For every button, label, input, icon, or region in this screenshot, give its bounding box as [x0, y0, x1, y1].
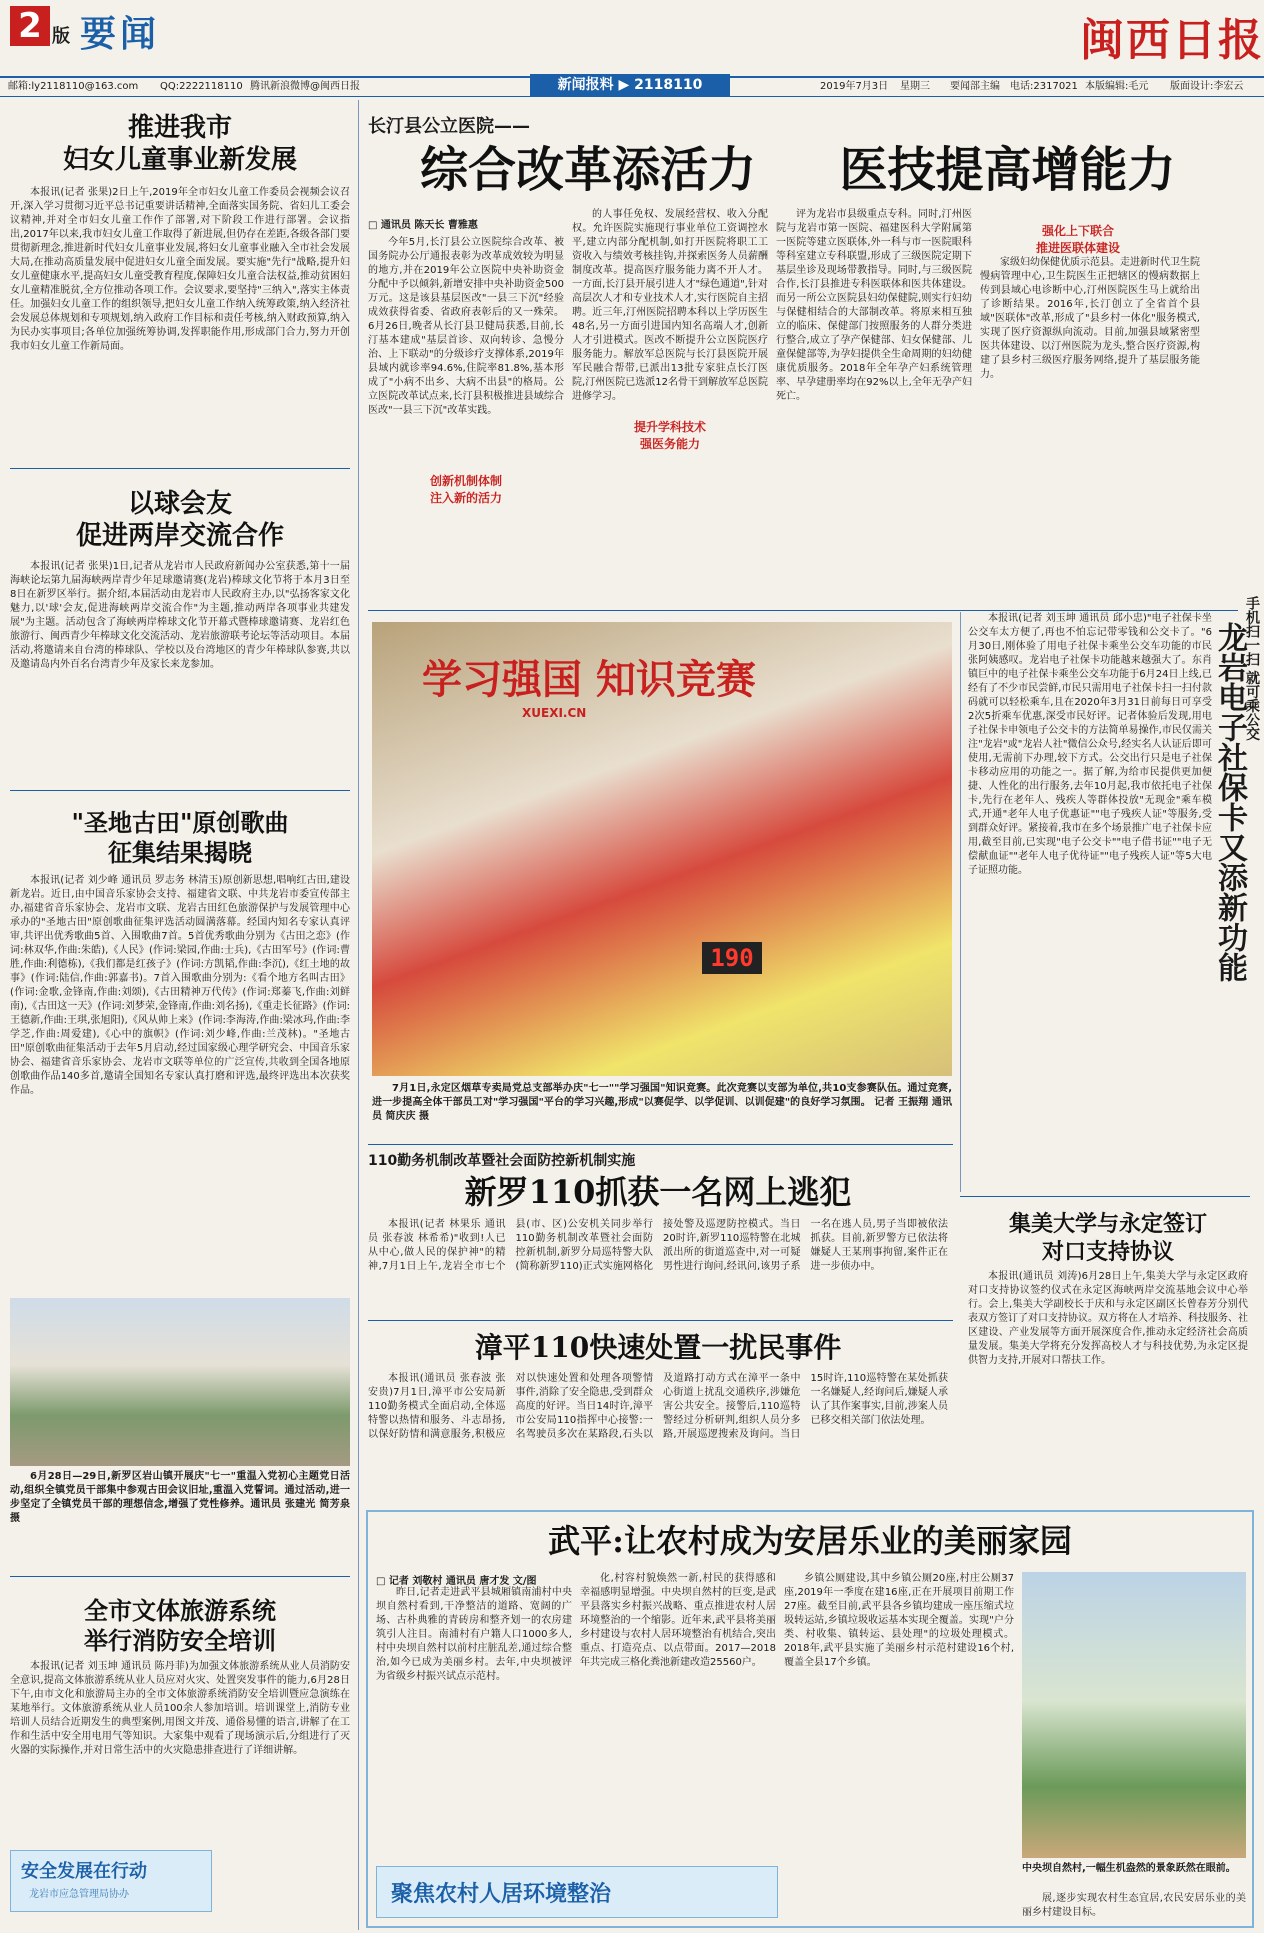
wechat: 腾讯新浪微博@闽西日报: [250, 81, 360, 92]
song-headline: [10, 808, 350, 868]
changting-col3: 评为龙岩市县级重点专科。同时,汀州医院与龙岩市第一医院、福建医科大学附属第一医院等建立医联体,外一科与市一医院眼科等科室建立专科联盟,形成了三级医院定期下基层坐诊及现场带教指导。同时,与三级医院合作,长汀县推进专科医联体和医共体建设。而另一所公立医院县妇幼保健院,则实行妇幼与保健相结合的大部制改革。将原来相互独立的临床、保健部门按照服务的人群分类进行整合,成立了孕产保健部、妇女保健部、儿童保健部等,为孕妇提供全生命周期的妇幼健康优质服务。2018年全年孕产妇系统管理率、早孕建册率均在92%以上,全年无孕产妇死亡。: [776, 209, 972, 402]
page-number: 2: [10, 6, 50, 46]
jimei-headline: [968, 1210, 1248, 1266]
qq: QQ:2222118110: [160, 81, 243, 92]
women-body: 本报讯(记者 张果)2日上午,2019年全市妇女儿童工作委员会视频会议召开,深入学习贯彻习近平总书记重要讲话精神,全面落实国务院、省妇儿工委会议精神,并对全市妇女儿童工作作了部署,对下阶段工作进行部署。会议指出,2017年以来,我市妇女儿童工作取得了新进展,但仍存在差距,各级各部门要贯彻新理念,推进新时代妇女儿童事业发展,将妇女儿童事业融入全市社会发展大局,在推动高质量发展中促进妇女儿童全面发展。要实施"先行"战略,提升妇女儿童健康水平,提高妇女儿童受教育程度,保障妇女儿童合法权益,推动贫困妇女儿童精准脱贫,全方位推动各项工作。会议要求,要坚持"三纳入",落实主体责任。加强妇女儿童工作的组织领导,把妇女儿童工作纳入统筹政策,纳入经济社会发展总体规划和专项规划,纳入政府工作目标和责任考核,纳入财政预算,纳入为民办实事项目;各单位加强统筹协调,发挥职能作用,形成部门合力,努力开创我市妇女儿童工作新局面。: [10, 187, 350, 352]
ball-headline: [10, 488, 350, 552]
wuping-village-photo: [1022, 1572, 1246, 1858]
safety-banner: [10, 1850, 212, 1912]
changting-sub1: 创新机制体制 注入新的活力: [429, 474, 502, 505]
weekday: 星期三: [900, 81, 930, 92]
zhangping-headline: 漳平110快速处置一扰民事件: [474, 1331, 842, 1364]
ball-body: 本报讯(记者 张果)1日,记者从龙岩市人民政府新闻办公室获悉,第十一届海峡论坛第九届海峡两岸青少年足球邀请赛(龙岩)棒球文化节将于本月3日至8日在新罗区举行。据介绍,本届活动由龙岩市人民政府主办,以"弘扬客家文化魅力,以'球'会友,促进海峡两岸交流合作"为主题,推动两岸各项事业共建发展"为主题。活动包含了海峡两岸棒球文化节开幕式暨棒球邀请赛、龙岩红色旅游行、闽西青少年棒球文化交流活动、龙岩旅游联考论坛等活动项目。本届活动,将邀请来自台湾的棒球队、学校以及台湾地区的青少年棒球队参赛,共以及邀请岛内外百名台湾青少年及家长来龙参加。: [10, 561, 350, 670]
wuping-col1: 昨日,记者走进武平县城厢镇南浦村中央坝自然村看到,干净整洁的道路、宽阔的广场、古朴典雅的青砖房和整齐划一的农房建筑引人注目。南浦村有户籍人口1000多人,村中央坝自然村以前村庄脏乱差,通过综合整治,如今已成为美丽乡村。去年,中央坝被评为省级乡村振兴试点示范村。: [376, 1587, 572, 1682]
divider: [368, 1320, 953, 1321]
xinluo-body: 本报讯(记者 林果乐 通讯员 张春波 林希希)"收到!人已从中心,做人民的保护神"的精神,7月1日上午,龙岩全市七个县(市、区)公安机关同步举行110勤务机制改革暨社会面防控新机制,新罗分局巡特警大队(简称新罗110)正式实施网格化接处警及巡逻防控模式。当日20时许,新罗110巡特警在北城派出所的街道巡查中,对一可疑男性进行询问,经讯问,该男子系一名在逃人员,男子当即被依法抓获。目前,新罗警方已依法将嫌疑人王某刑事拘留,案件正在进一步侦办中。: [368, 1219, 948, 1272]
contest-scoreboard: 190: [702, 942, 762, 974]
changting-title-part1: 综合改革添活力: [420, 142, 757, 198]
changting-headline: [420, 140, 1220, 200]
divider: [10, 1576, 350, 1577]
rural-banner-title: 聚焦农村人居环境整治: [391, 1882, 612, 1907]
changting-col1: 今年5月,长汀县公立医院综合改革、被国务院办公厅通报表彰为改革成效较为明显的地方,并在2019年公立医院中央补助资金分配中予以倾斜,新增安排中央补助资金500万元。这是该县基层医改"一县三下沉"经验成效获得省委、省政府表彰后的又一殊荣。6月26日,晚者从长汀县卫健局获悉,目前,长汀基本建成"基层首诊、双向转诊、急慢分治、上下联动"的分级诊疗支撑体系,2019年县域内就诊率94.6%,住院率81.8%,基本形成了"小病不出乡、大病不出县"的格局。公立医院改革试点来,长汀县积极推进县域综合医改"一县三下沉"改革实践。: [368, 237, 564, 416]
xinluo-headline: 新罗110抓获一名网上逃犯: [464, 1173, 852, 1211]
duty: 本版编辑:毛元: [1085, 81, 1149, 92]
fire-headline: [10, 1596, 350, 1656]
design: 版面设计:李宏云: [1170, 81, 1244, 92]
wuping-headline: 武平:让农村成为安居乐业的美丽家园: [548, 1522, 1072, 1560]
jimei-title-line2: 对口支持协议: [1041, 1239, 1174, 1265]
women-title-line1: 推进我市: [127, 113, 232, 143]
changting-title-part2: 医技提高增能力: [839, 142, 1176, 198]
song-title-line2: 征集结果揭晓: [108, 838, 252, 867]
changting-byline: □ 通讯员 陈天长 曹雅惠: [368, 220, 478, 231]
wuping-col3: 乡镇公厕建设,其中乡镇公厕20座,村庄公厕37座,2019年一季度在建16座,正在开展项目前期工作27座。截至目前,武平县各乡镇均建成一座压缩式垃圾转运站,乡镇垃圾收运基本实现全覆盖。实现"户分类、村收集、镇转运、县处理"的垃圾处理模式。2018年,武平县实施了美丽乡村示范村建设16个村,覆盖全县17个乡镇。: [784, 1573, 1014, 1668]
wuping-byline: □ 记者 刘敬村 通讯员 唐才发 文/图: [376, 1576, 537, 1587]
changting-col1b: [368, 506, 564, 602]
contest-caption: 7月1日,永定区烟草专卖局党总支部举办庆"七一""学习强国"知识竞赛。此次竞赛以支部为单位,共10支参赛队伍。通过竞赛,进一步提高全体干部员工对"学习强国"平台的学习兴趣,形成"以赛促学、以学促训、以训促建"的良好学习氛围。 记者 王振翔 通讯员 简庆庆 摄: [372, 1083, 952, 1122]
zhangping-body: 本报讯(通讯员 张春波 张安贵)7月1日,漳平市公安局新110勤务模式全面启动,全体巡特警以热情和服务、斗志昂扬,以保好防情和满意服务,积极应对以快速处置和处理各项警情事件,消除了安全隐患,受到群众高度的好评。当日14时许,漳平市公安局110指挥中心接警:一名驾驶员多次在某路段,石头以及道路打动方式在漳平一条中心街道上扰乱交通秩序,涉嫌危害公共安全。接警后,110巡特警经过分析研判,组织人员分多路,开展巡逻搜索及询问。当日15时许,110巡特警在某处抓获一名嫌疑人,经询问后,嫌疑人承认了其作案事实,目前,涉案人员已移交相关部门依法处理。: [368, 1373, 948, 1440]
date: 2019年7月3日: [820, 81, 889, 92]
email: 邮箱:ly2118110@163.com: [8, 81, 139, 92]
social-card-title: 龙岩电子社保卡又添新功能: [1212, 622, 1247, 982]
wuping-col4-tail: 展,逐步实现农村生态宜居,农民安居乐业的美丽乡村建设目标。: [1022, 1893, 1246, 1918]
women-title-line2: 妇女儿童事业新发展: [62, 145, 297, 175]
song-body: 本报讯(记者 刘少峰 通讯员 罗志务 林清玉)原创新思想,唱响红古田,建设新龙岩。近日,由中国音乐家协会支持、福建省文联、中共龙岩市委宣传部主办,福建省音乐家协会、龙岩市文联、龙岩古田红色旅游保护与发展管理中心承办的"圣地古田"原创歌曲征集评选活动圆满落幕。经国内知名专家认真评审,共评出优秀歌曲5首、入围歌曲7首。5首优秀歌曲分别为《古田之恋》(作词:林双华,作曲:朱皓),《人民》(作词:梁园,作曲:士兵),《古田军号》(作词:曹胜,作曲:利德栋),《我们都是红孩子》(作词:方凯韬,作曲:李沉),《红土地的故事》(作词:陆信,作曲:郭嘉书)。7首入围歌曲分别为:《看个地方名叫古田》(作词:金歌,金锋南,作曲:刘颂),《古田精神万代传》(作词:郑蓁飞,作曲:刘鲜南),《古田这一天》(作词:刘梦荣,金锋南,作曲:刘名扬),《重走长征路》(作词:王德新,作曲:王琪,张旭阳),《风从帅上来》(作词:李海涛,作曲:梁冰玛,作曲:李学芝,作曲:周爱建),《心中的旗帜》(作词:刘少峰,作曲:兰茂林)。"圣地古田"原创歌曲征集活动于去年5月启动,经过国家级心理学研究会、中国音乐家协会、福建省音乐家协会、龙岩市文联等单位的广泛宣传,共收到全国各地原创歌曲作品140多首,邀请全国知名专家认真打磨和评选,最终评选出本次获奖作品。: [10, 875, 350, 1096]
party-activity-photo: [10, 1298, 350, 1466]
changting-sub3: 强化上下联合 推进医联体建设: [1035, 224, 1120, 255]
social-card-kicker: 手机扫一扫 就可乘公交: [1244, 596, 1260, 741]
safety-banner-sub: 龙岩市应急管理局协办: [29, 1889, 129, 1900]
fire-title-line2: 举行消防安全培训: [84, 1626, 276, 1655]
divider: [10, 468, 350, 469]
news-hotline: 新闻报料 ▶ 2118110: [530, 74, 730, 96]
women-headline: [10, 112, 350, 176]
column-rule: [960, 612, 961, 1192]
fire-title-line1: 全市文体旅游系统: [84, 1596, 276, 1625]
page-suffix: 版: [52, 26, 70, 47]
party-photo-caption: 6月28日—29日,新罗区岩山镇开展庆"七一"重温入党初心主题党日活动,组织全镇党员干部集中参观古田会议旧址,重温入党誓词。通过活动,进一步坚定了全镇党员干部的理想信念,增强了党性修养。通讯员 张建光 简芳泉 摄: [10, 1471, 350, 1524]
song-title-line1: "圣地古田"原创歌曲: [71, 808, 289, 837]
knowledge-contest-photo: [372, 622, 952, 1076]
fire-body-tail: [215, 1850, 350, 1920]
changting-col2: 的人事任免权、发展经营权、收入分配权。允许医院实施现行事业单位工资调控水平,建立内部分配机制,如打开医院将职工工资收入与绩效考核挂钩,并探索医务人员薪酬制度改革。提高医疗服务能力离不开人才。一方面,长汀县开展引进人才"绿色通道",针对高层次人才和专业技术人才,实行医院自主招聘。近三年,汀州医院招聘本科以上学历医生48名,另一方面引进国内知名高端人才,创新人才引进模式。医改不断提升公立医院医疗服务能力。解放军总医院与长汀县医院开展军民融合帮带,已派出13批专家驻点长汀医院,汀州医院已选派12名骨干到解放军总医院进修学习。: [572, 209, 768, 402]
wuping-photo-caption: 中央坝自然村,一幅生机盎然的景象跃然在眼前。: [1022, 1863, 1236, 1874]
jimei-title-line1: 集美大学与永定签订: [1008, 1211, 1207, 1237]
wuping-col2: 化,村容村貌焕然一新,村民的获得感和幸福感明显增强。中央坝自然村的巨变,是武平县落实乡村振兴战略、重点推进农村人居环境整治的一个缩影。近年来,武平县将美丽乡村建设与农村人居环境整治有机结合,突出重点、打造亮点、以点带面。2017—2018年共完成三格化粪池新建改造25560户。: [580, 1573, 776, 1668]
changting-kicker: 长汀县公立医院——: [368, 116, 530, 137]
contest-site-text: XUEXI.CN: [522, 706, 587, 720]
divider: [368, 1144, 953, 1145]
ball-title-line2: 促进两岸交流合作: [75, 521, 284, 551]
divider: [960, 1196, 1250, 1197]
divider: [368, 610, 1238, 611]
safety-banner-title: 安全发展在行动: [21, 1861, 147, 1882]
newspaper-logo: 闽西日报: [1080, 15, 1264, 66]
divider: [10, 790, 350, 791]
rural-environment-banner: [376, 1866, 778, 1918]
xinluo-kicker: 110勤务机制改革暨社会面防控新机制实施: [368, 1153, 636, 1169]
phone: 电话:2317021: [1010, 81, 1078, 92]
contest-banner-text: 学习强国 知识竞赛: [422, 656, 756, 703]
social-card-body: 本报讯(记者 刘玉坤 通讯员 邱小忠)"电子社保卡坐公交车太方便了,再也不怕忘记带零钱和公交卡了。"6月30日,刚体验了用电子社保卡乘坐公交车功能的市民张阿姨感叹。龙岩电子社保卡功能越来越强大了。东肖镇巨中的电子社保卡乘坐公交车功能于6月24日上线,已经有了不少市民尝鲜,市民只需用电子社保卡扫一扫付款码就可以轻松乘车,且在2020年3月31日前每日可享受2次5折乘车优惠,深受市民好评。记者体验后发现,用电子社保卡申领电子公交卡的方法简单易操作,市民仅需关注"龙岩"或"龙岩人社"微信公众号,经实名人认证后即可使用,无需前下办理,较下方式。公交出行只是电子社保卡移动应用的功能之一。据了解,为给市民提供更加便捷、人性化的出行服务,去年10月起,我市依托电子社保卡,先行在老年人、残疾人等群体投放"无现金"乘车模式,开通"老年人电子优惠证""电子残疾人证"等服务,受到群众好评。紧接着,我市在多个场景推广电子社保卡应用,截至目前,已实现"电子公交卡""电子借书证""电子无偿献血证""老年人电子优待证""电子残疾人证"等5大电子证照功能。: [968, 613, 1212, 876]
jimei-body: 本报讯(通讯员 刘涛)6月28日上午,集美大学与永定区政府对口支持协议签约仪式在永定区海峡两岸交流基地会议中心举行。会上,集美大学副校长于庆和与永定区副区长曾春芳分别代表双方签订了对口支持协议。双方将在人才培养、科技服务、社区建设、产业发展等方面开展深度合作,推动永定经济社会高质量发展。集美大学将充分发挥高校人才与科技优势,为永定区提供智力支持,开展对口帮扶工作。: [968, 1271, 1248, 1366]
column-rule: [358, 100, 359, 1930]
fire-body: 本报讯(记者 刘玉坤 通讯员 陈丹菲)为加强文体旅游系统从业人员消防安全意识,提高文体旅游系统从业人员应对火灾、处置突发事件的能力,6月28日下午,由市文化和旅游局主办的全市文体旅游系统消防安全培训暨应急演练在某地举行。文体旅游系统从业人员100余人参加培训。培训课堂上,消防专业培训人员结合近期发生的典型案例,用图文并茂、通俗易懂的语言,讲解了在工作和生活中安全用电用气等知识。大家集中观看了现场演示后,分组进行了灭火器的实际操作,并对日常生活中的火灾隐患排查进行了详细讲解。: [10, 1661, 350, 1756]
ball-title-line1: 以球会友: [127, 489, 232, 519]
section-title: 要闻: [80, 14, 161, 55]
editor: 要闻部主编: [950, 81, 1000, 92]
changting-sub2: 提升学科技术 强医务能力: [572, 418, 768, 452]
changting-col4: 家级妇幼保健优质示范县。走进新时代卫生院慢病管理中心,卫生院医生正把辖区的慢病数据上传到县域心电诊断中心,汀州医院医生马上就给出了诊断结果。2016年,长汀创立了全省首个县域"医联体"改革,形成了"县乡村一体化"服务模式,实现了医疗资源纵向流动。目前,加强县域紧密型医共体建设、以汀州医院为龙头,整合医疗资源,构建了县乡村三级医疗服务网络,提升了基层服务能力。: [980, 257, 1200, 380]
